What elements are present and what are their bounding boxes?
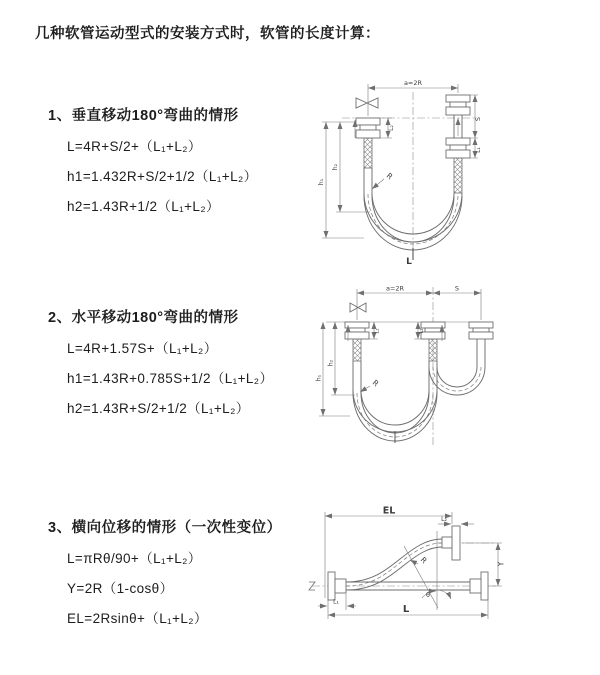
radius-label: R	[370, 377, 381, 389]
dim-label-l1: L₁	[374, 328, 381, 334]
hose-curve-bottom	[346, 547, 442, 590]
flange-left	[328, 572, 346, 600]
dim-label-l2: L₂	[418, 328, 425, 334]
fitting-left	[345, 322, 369, 339]
page-title: 几种软管运动型式的安装方式时，软管的长度计算：	[35, 26, 380, 42]
dim-label-l1: L₁	[333, 598, 339, 606]
section-3-formula-EL: EL=2Rsinθ+（L₁+L₂）	[67, 611, 208, 626]
section-2-heading: 2、水平移动180°弯曲的情形	[48, 310, 239, 326]
dim-label-l2: L₂	[388, 125, 395, 131]
dim-label-el: EL	[382, 505, 396, 517]
dim-label-a2r: a=2R	[385, 284, 405, 293]
diagram-horizontal-180-bend	[310, 283, 600, 458]
section-3-heading: 3、横向位移的情形（一次性变位）	[48, 520, 282, 536]
dim-label-h2: h₂	[332, 163, 339, 171]
radius-label: R	[418, 555, 429, 566]
section-1-heading: 1、垂直移动180°弯曲的情形	[48, 108, 239, 124]
fitting-right-moved	[469, 322, 493, 339]
valve-icon	[356, 98, 378, 108]
construction-diagonal	[404, 546, 438, 608]
length-label: L	[402, 604, 410, 615]
valve-icon	[350, 303, 366, 312]
braided-hose-left	[364, 138, 372, 168]
dim-label-h1: h₁	[318, 178, 325, 186]
length-label: L	[406, 257, 412, 267]
diagram-lateral-displacement	[300, 498, 600, 658]
dim-label-s: S	[474, 116, 482, 122]
fitting-left	[356, 118, 380, 138]
dim-label-h1: h₁	[315, 374, 323, 382]
dim-label-s: S	[454, 284, 460, 293]
theta-label: θ	[426, 591, 430, 599]
flange-right	[470, 572, 488, 600]
radius-label: R	[384, 170, 395, 182]
fitting-right-moved	[446, 138, 470, 158]
braided-hose-middle	[429, 339, 437, 361]
hose-curve-center	[346, 543, 442, 586]
section-3-formula-Y: Y=2R（1-cosθ）	[67, 581, 174, 596]
section-1-formula-L: L=4R+S/2+（L₁+L₂）	[67, 139, 202, 154]
braided-hose-left	[353, 339, 361, 361]
fitting-middle	[418, 322, 445, 339]
dim-label-h2: h₂	[327, 359, 335, 367]
braided-hose-right	[454, 158, 462, 193]
section-1-formula-h2: h2=1.43R+1/2（L₁+L₂）	[67, 199, 220, 214]
section-2-formula-L: L=4R+1.57S+（L₁+L₂）	[67, 341, 218, 356]
diagram-vertical-180-bend	[310, 72, 530, 267]
section-1-formula-h1: h1=1.432R+S/2+1/2（L₁+L₂）	[67, 169, 258, 184]
section-3-formula-L: L=πRθ/90+（L₁+L₂）	[67, 551, 202, 566]
section-2-formula-h2: h2=1.43R+S/2+1/2（L₁+L₂）	[67, 401, 250, 416]
flange-upper-right	[442, 526, 460, 560]
section-2-formula-h1: h1=1.43R+0.785S+1/2（L₁+L₂）	[67, 371, 274, 386]
fitting-right-top	[446, 95, 470, 115]
dim-label-l2: L₂	[441, 516, 447, 523]
dim-label-y: Y	[496, 561, 506, 567]
dim-label-l1: L₁	[475, 147, 482, 153]
dim-label-a2r: a=2R	[403, 79, 423, 87]
